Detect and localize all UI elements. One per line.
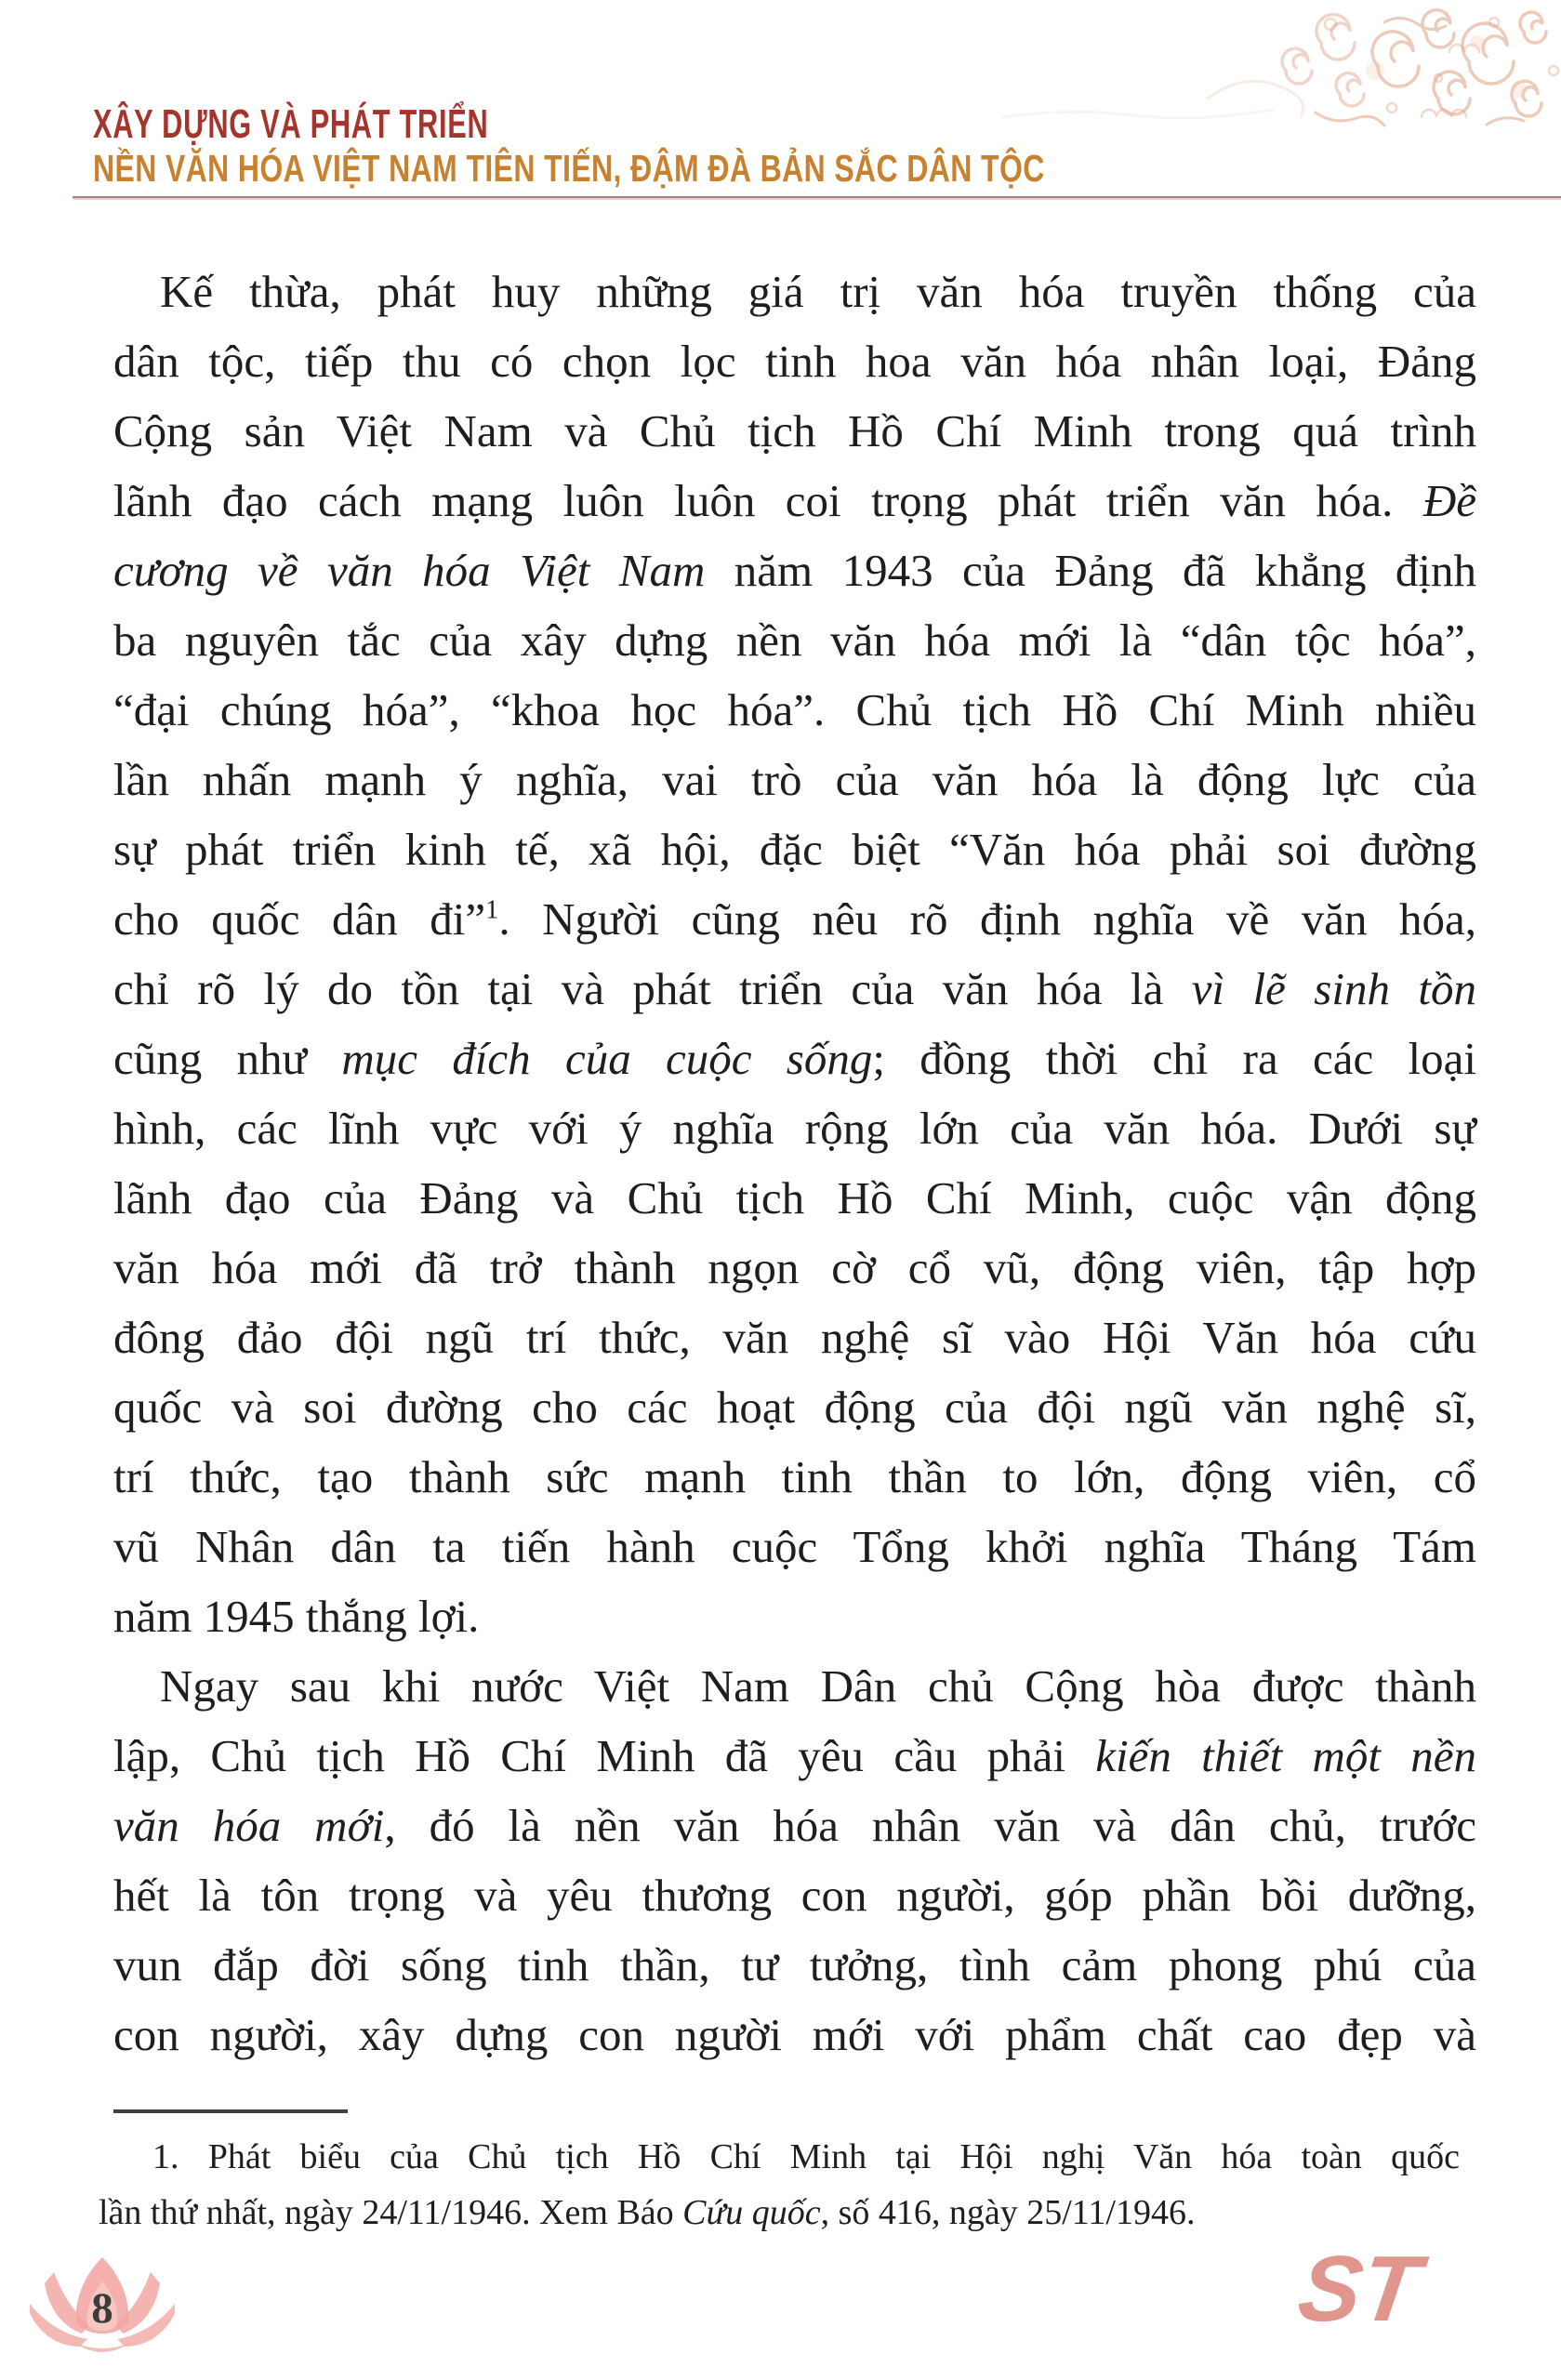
body-line: vũ Nhân dân ta tiến hành cuộc Tổng khởi nghĩa Tháng Tám [113,1521,1476,1572]
body-line: cho quốc dân đi”$^1$. Người cũng nêu rõ định nghĩa về văn hóa, [113,893,1476,945]
body-line: lập, Chủ tịch Hồ Chí Minh đã yêu cầu phải kiến thiết một nền [113,1730,1477,1781]
body-line: ba nguyên tắc của xây dựng nền văn hóa mới là “dân tộc hóa”, [113,615,1476,666]
header-title-line1: XÂY DỰNG VÀ PHÁT TRIỂN [93,101,489,147]
body-line: năm 1945 thắng lợi. [113,1591,480,1642]
body-line: sự phát triển kinh tế, xã hội, đặc biệt “Văn hóa phải soi đường [113,824,1476,875]
body-line: hình, các lĩnh vực với ý nghĩa rộng lớn của văn hóa. Dưới sự [113,1103,1476,1154]
body-line: cương về văn hóa Việt Nam năm 1943 của Đảng đã khẳng định [113,545,1476,596]
dragon-ornament-icon [985,6,1561,136]
body-line: “đại chúng hóa”, “khoa học hóa”. Chủ tịch Hồ Chí Minh nhiều [113,684,1476,735]
header-title-line2: NỀN VĂN HÓA VIỆT NAM TIÊN TIẾN, ĐẬM ĐÀ BẢN SẮC DÂN TỘC [93,147,1045,190]
body-line: dân tộc, tiếp thu có chọn lọc tinh hoa văn hóa nhân loại, Đảng [113,336,1476,387]
body-line: hết là tôn trọng và yêu thương con người, góp phần bồi dưỡng, [113,1870,1476,1921]
body-line: Cộng sản Việt Nam và Chủ tịch Hồ Chí Minh trong quá trình [113,405,1476,456]
body-line: lần nhấn mạnh ý nghĩa, vai trò của văn hóa là động lực của [113,754,1476,805]
body-line: con người, xây dựng con người mới với phẩm chất cao đẹp và [113,2009,1476,2060]
footnote-text [99,2129,1460,2241]
body-line: quốc và soi đường cho các hoạt động của đội ngũ văn nghệ sĩ, [113,1382,1476,1433]
page-number-lotus [26,2255,179,2354]
body-line: Kế thừa, phát huy những giá trị văn hóa truyền thống của [160,266,1476,317]
body-line: vun đắp đời sống tinh thần, tư tưởng, tình cảm phong phú của [113,1939,1476,1990]
paragraph [113,257,1476,1651]
footnote-line: 1. Phát biểu của Chủ tịch Hồ Chí Minh tại Hội nghị Văn hóa toàn quốc [152,2137,1460,2176]
body-line: đông đảo đội ngũ trí thức, văn nghệ sĩ vào Hội Văn hóa cứu [113,1312,1476,1363]
body-line: cũng như mục đích của cuộc sống; đồng thời chỉ ra các loại [113,1033,1476,1084]
body-line: lãnh đạo của Đảng và Chủ tịch Hồ Chí Minh, cuộc vận động [113,1172,1476,1223]
body-line: Ngay sau khi nước Việt Nam Dân chủ Cộng hòa được thành [160,1660,1476,1712]
paragraph [113,1651,1476,2069]
body-line: văn hóa mới đã trở thành ngọn cờ cổ vũ, động viên, tập hợp [113,1242,1476,1293]
body-line: văn hóa mới, đó là nền văn hóa nhân văn và dân chủ, trước [113,1800,1476,1851]
page-number: 8 [91,2284,113,2333]
body-line: chỉ rõ lý do tồn tại và phát triển của văn hóa là vì lẽ sinh tồn [113,963,1476,1014]
body-line: trí thức, tạo thành sức mạnh tinh thần to lớn, động viên, cổ [113,1451,1476,1502]
publisher-logo: ST [1292,2237,1426,2341]
body-line: lãnh đạo cách mạng luôn luôn coi trọng phát triển văn hóa. Đề [113,475,1476,526]
header-divider [73,196,1561,200]
footnote-line: lần thứ nhất, ngày 24/11/1946. Xem Báo Cứu quốc, số 416, ngày 25/11/1946. [99,2193,1196,2232]
footnote-separator [113,2109,348,2113]
body-text [113,257,1476,2069]
